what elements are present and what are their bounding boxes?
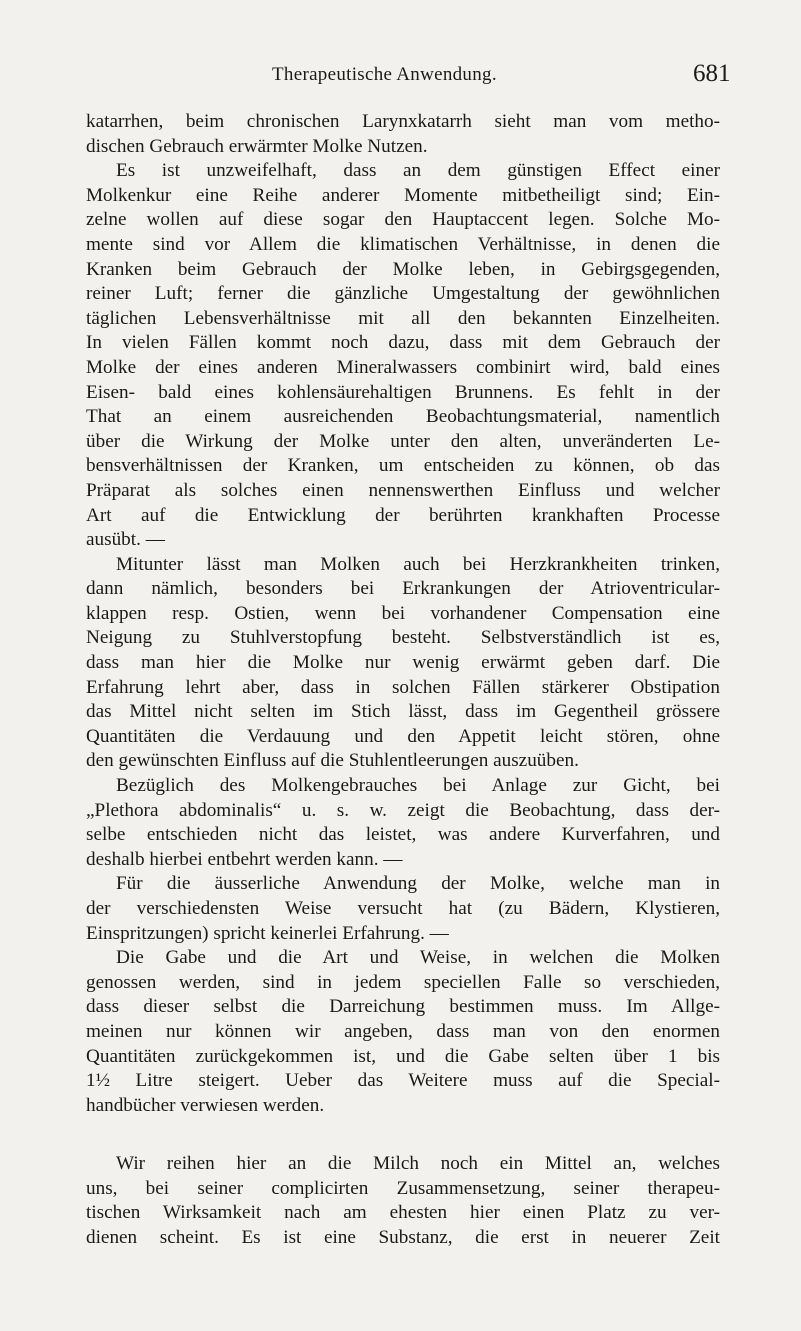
text-line: uns, bei seiner complicirten Zusammensetzung, seiner therapeu-: [86, 1177, 720, 1199]
text-line: Erfahrung lehrt aber, dass in solchen Fällen stärkerer Obstipation: [86, 676, 720, 698]
new-section-text-block: [86, 1152, 720, 1250]
text-line: 1½ Litre steigert. Ueber das Weitere muss auf die Special-: [86, 1070, 720, 1092]
text-line: der verschiedensten Weise versucht hat (zu Bädern, Klystieren,: [86, 898, 720, 919]
text-line: Einspritzungen) spricht keinerlei Erfahrung. —: [86, 922, 449, 944]
text-line: ausübt. —: [86, 529, 165, 551]
text-line: tischen Wirksamkeit nach am ehesten hier einen Platz zu ver-: [86, 1202, 720, 1224]
text-line: mente sind vor Allem die klimatischen Verhältnisse, in denen die: [86, 233, 720, 255]
text-line: handbücher verwiesen werden.: [86, 1094, 325, 1116]
text-line: Neigung zu Stuhlverstopfung besteht. Selbstverständlich ist es,: [86, 627, 720, 649]
running-header-title: Therapeutische Anwendung.: [272, 64, 497, 85]
text-line: katarrhen, beim chronischen Larynxkatarrh sieht man vom metho-: [86, 111, 720, 132]
text-line: dann nämlich, besonders bei Erkrankungen der Atrioventricular-: [86, 578, 720, 600]
text-line: zelne wollen auf diese sogar den Hauptaccent legen. Solche Mo-: [86, 209, 720, 231]
text-line: Molkenkur eine Reihe anderer Momente mitbetheiligt sind; Ein-: [86, 184, 720, 206]
text-line: „Plethora abdominalis“ u. s. w. zeigt die Beobachtung, dass der-: [86, 799, 720, 821]
text-line: dass dieser selbst die Darreichung bestimmen muss. Im Allge-: [86, 996, 720, 1018]
text-line: bensverhältnissen der Kranken, um entscheiden zu können, ob das: [86, 455, 720, 477]
text-line: Wir reihen hier an die Milch noch ein Mittel an, welches: [116, 1153, 720, 1174]
text-line: klappen resp. Ostien, wenn bei vorhandener Compensation eine: [86, 602, 720, 624]
text-line: Quantitäten die Verdauung und den Appetit leicht stören, ohne: [86, 725, 720, 747]
text-line: den gewünschten Einfluss auf die Stuhlentleerungen auszuüben.: [86, 750, 579, 772]
text-line: selbe entschieden nicht das leistet, was andere Kurverfahren, und: [86, 824, 720, 846]
text-line: Eisen- bald eines kohlensäurehaltigen Brunnens. Es fehlt in der: [86, 381, 720, 403]
text-line: Kranken beim Gebrauch der Molke leben, in Gebirgsgegenden,: [86, 258, 720, 280]
text-line: That an einem ausreichenden Beobachtungsmaterial, namentlich: [86, 406, 720, 428]
text-line: Molke der eines anderen Mineralwassers combinirt wird, bald eines: [86, 356, 720, 378]
text-line: Art auf die Entwicklung der berührten krankhaften Processe: [86, 504, 720, 526]
text-line: dass man hier die Molke nur wenig erwärmt geben darf. Die: [86, 652, 720, 674]
text-line: dienen scheint. Es ist eine Substanz, die erst in neuerer Zeit: [86, 1226, 720, 1248]
text-line: über die Wirkung der Molke unter den alten, unveränderten Le-: [86, 430, 720, 452]
text-line: täglichen Lebensverhältnisse mit all den bekannten Einzelheiten.: [86, 307, 720, 329]
text-line: Quantitäten zurückgekommen ist, und die Gabe selten über 1 bis: [86, 1045, 720, 1067]
text-line: das Mittel nicht selten im Stich lässt, dass im Gegentheil grössere: [86, 701, 720, 723]
running-header: [0, 60, 801, 94]
text-line: reiner Luft; ferner die gänzliche Umgestaltung der gewöhnlichen: [86, 283, 720, 305]
text-line: Präparat als solches einen nennenswerthen Einfluss und welcher: [86, 479, 720, 501]
text-line: dischen Gebrauch erwärmter Molke Nutzen.: [86, 135, 428, 157]
page-number: 681: [693, 60, 731, 87]
text-line: deshalb hierbei entbehrt werden kann. —: [86, 848, 403, 870]
main-text-block: [86, 110, 720, 1118]
text-line: In vielen Fällen kommt noch dazu, dass mit dem Gebrauch der: [86, 332, 720, 354]
text-line: meinen nur können wir angeben, dass man von den enormen: [86, 1020, 720, 1042]
text-line: Mitunter lässt man Molken auch bei Herzkrankheiten trinken,: [116, 553, 720, 575]
text-line: Für die äusserliche Anwendung der Molke, welche man in: [116, 873, 720, 895]
text-line: Es ist unzweifelhaft, dass an dem günstigen Effect einer: [116, 160, 720, 182]
text-line: genossen werden, sind in jedem speciellen Falle so verschieden,: [86, 971, 720, 993]
text-line: Die Gabe und die Art und Weise, in welchen die Molken: [116, 947, 720, 969]
text-line: Bezüglich des Molkengebrauches bei Anlage zur Gicht, bei: [116, 775, 720, 797]
